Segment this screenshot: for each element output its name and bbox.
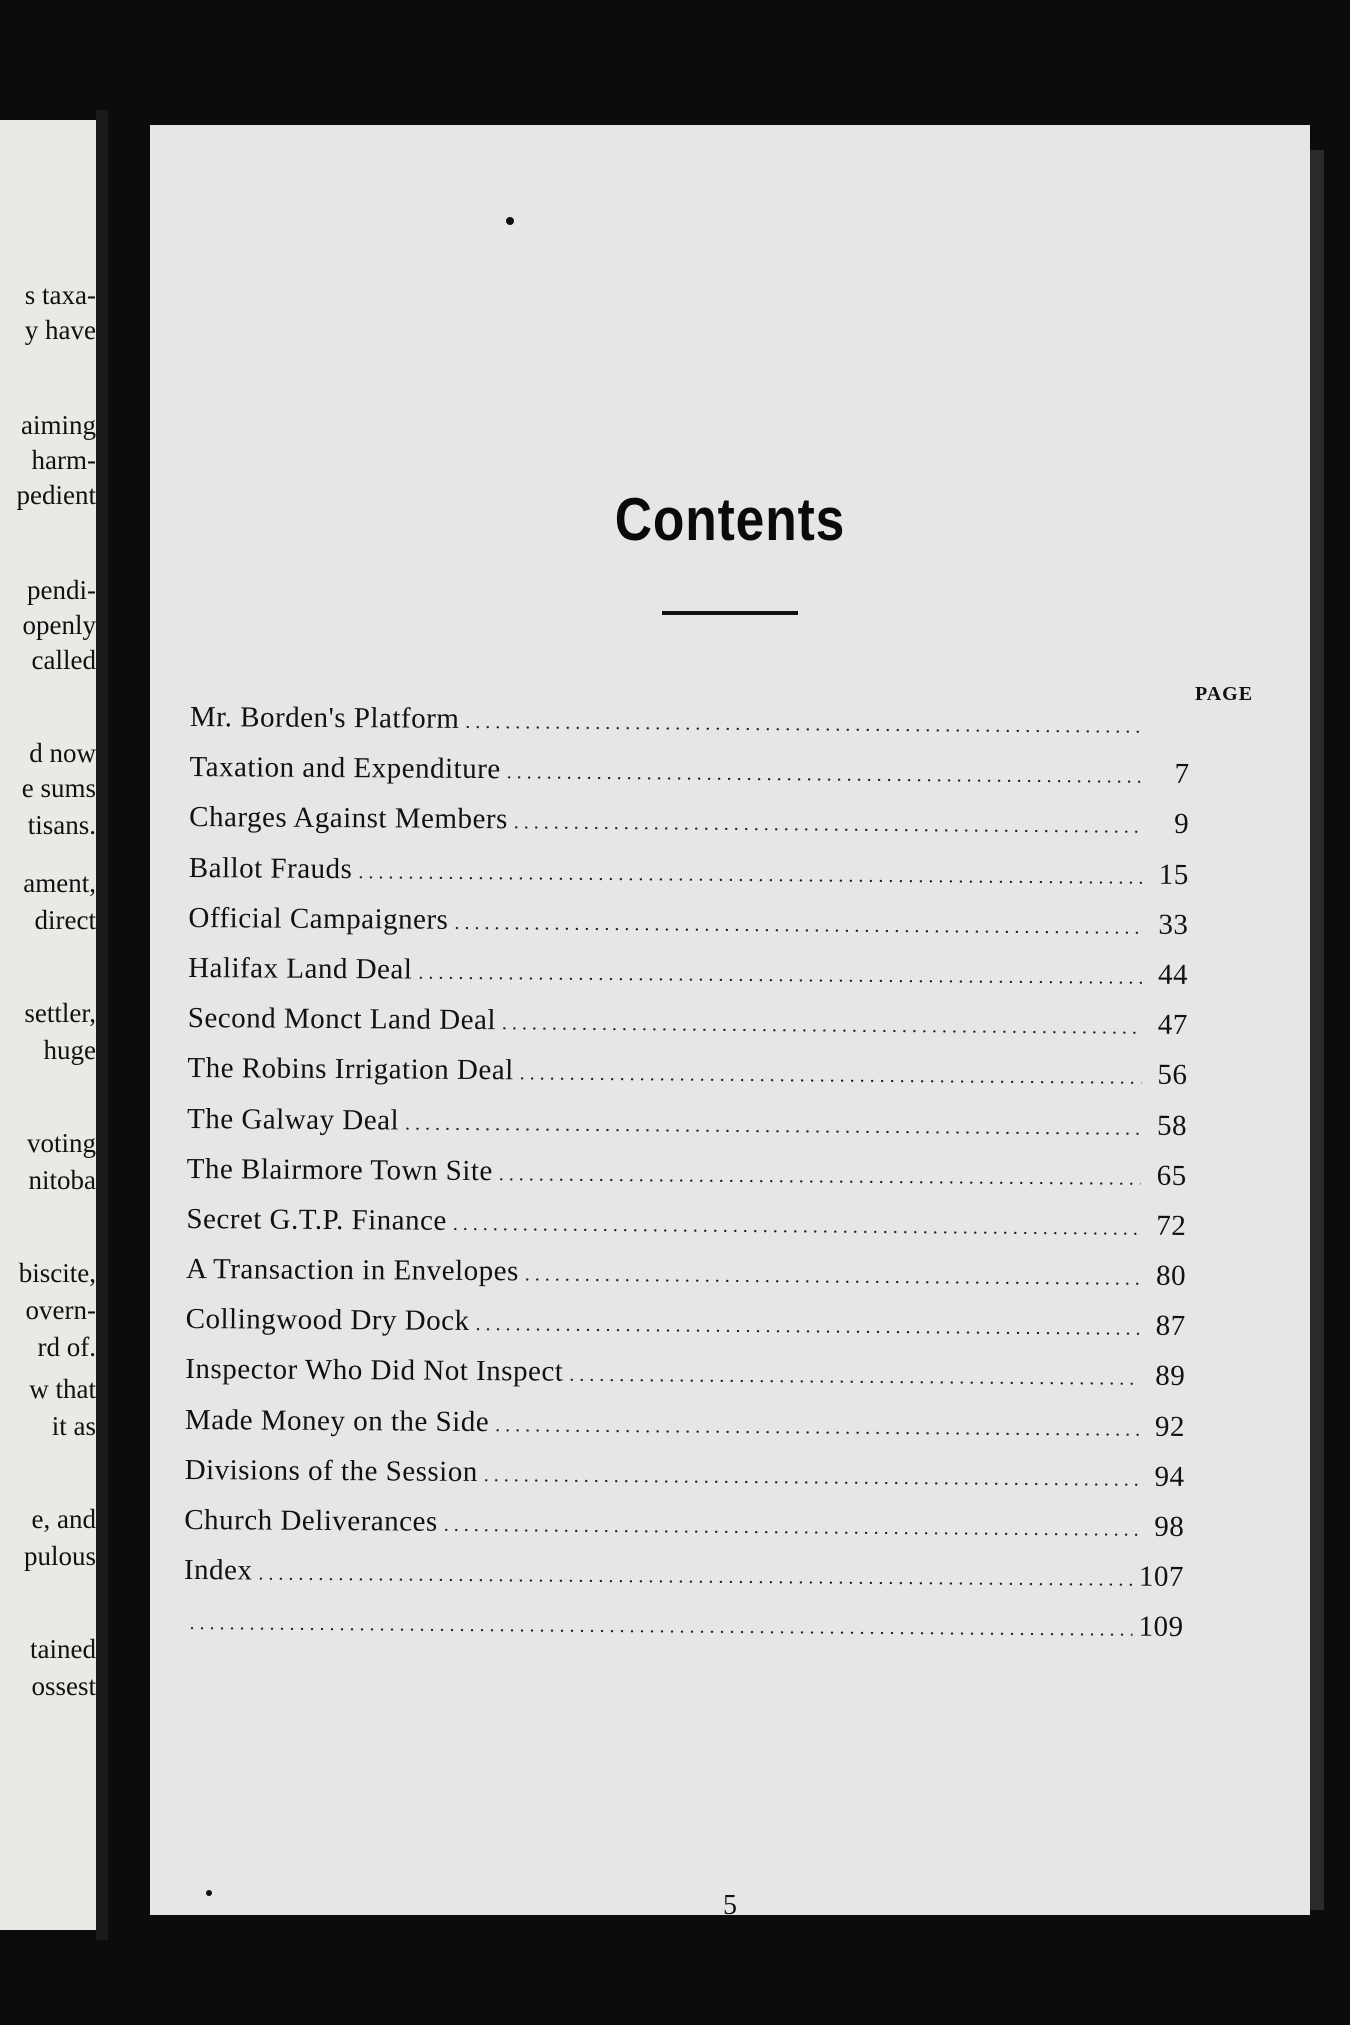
- left-text-line: harm-: [31, 445, 96, 475]
- toc-entry[interactable]: [189, 751, 1189, 808]
- toc-entry[interactable]: [184, 1554, 1184, 1611]
- left-text-line: tisans.: [27, 810, 96, 840]
- toc-entry-title: Collingwood Dry Dock: [185, 1303, 470, 1338]
- toc-entry-page: 98: [1154, 1510, 1185, 1543]
- toc-entry[interactable]: [183, 1604, 1183, 1661]
- left-text-line: voting: [26, 1128, 96, 1158]
- left-text-line: overn-: [25, 1295, 96, 1325]
- left-text-line: openly: [22, 610, 96, 640]
- toc-entry-title: Official Campaigners: [188, 901, 449, 936]
- left-text-line: d now: [29, 738, 96, 768]
- toc-leader-dots: [418, 962, 1142, 990]
- toc-leader-dots: [495, 1414, 1139, 1441]
- toc-entry-title: Taxation and Expenditure: [189, 751, 501, 786]
- toc-entry-page: 107: [1138, 1560, 1185, 1594]
- toc-entry-page: 109: [1138, 1611, 1184, 1644]
- toc-entry-page: 72: [1156, 1209, 1187, 1242]
- toc-entry-title: Secret G.T.P. Finance: [186, 1202, 447, 1237]
- left-text-line: y have: [24, 315, 96, 345]
- toc-leader-dots: [405, 1112, 1141, 1140]
- toc-entry[interactable]: [185, 1303, 1185, 1360]
- page-edge: [1310, 150, 1324, 1910]
- toc-entry[interactable]: [188, 1002, 1188, 1059]
- contents-page: [150, 125, 1310, 1921]
- toc-entry-title: The Galway Deal: [186, 1102, 400, 1136]
- toc-leader-dots: [444, 1514, 1139, 1542]
- toc-entry[interactable]: [189, 801, 1189, 858]
- toc-entry[interactable]: [184, 1504, 1184, 1561]
- toc-entry[interactable]: [185, 1404, 1185, 1461]
- toc-entry-page: 94: [1154, 1460, 1185, 1493]
- left-text-line: nitoba: [28, 1165, 96, 1195]
- toc-entry[interactable]: [186, 1203, 1186, 1260]
- toc-leader-dots: [520, 1063, 1142, 1090]
- toc-entry-title: Inspector Who Did Not Inspect: [185, 1353, 564, 1389]
- left-text-line: settler,: [24, 998, 96, 1028]
- toc-entry[interactable]: [184, 1454, 1184, 1511]
- toc-entry-title: Second Monct Land Deal: [187, 1002, 497, 1037]
- toc-entry[interactable]: [186, 1253, 1186, 1310]
- toc-entry[interactable]: [187, 1102, 1187, 1159]
- toc-entry-title: Ballot Frauds: [188, 851, 353, 885]
- toc-entry[interactable]: [188, 902, 1188, 959]
- toc-entry[interactable]: [187, 1052, 1187, 1109]
- toc-leader-dots: [507, 761, 1144, 788]
- toc-entry-title: The Robins Irrigation Deal: [187, 1052, 514, 1087]
- toc-entry[interactable]: [186, 1153, 1186, 1210]
- toc-entry-page: 47: [1157, 1008, 1188, 1042]
- left-text-line: pedient: [16, 480, 96, 510]
- left-text-line: ossest: [31, 1671, 96, 1701]
- toc-entry-title: Halifax Land Deal: [188, 951, 413, 986]
- left-text-line: w that: [29, 1374, 96, 1404]
- toc-entry-title: Index: [183, 1554, 253, 1587]
- title-rule: [662, 611, 798, 615]
- toc-leader-dots: [475, 1313, 1139, 1341]
- left-text-line: rd of.: [37, 1332, 96, 1362]
- ink-speck: [506, 217, 514, 225]
- left-text-line: e sums: [21, 773, 96, 803]
- toc-entry-page: 65: [1156, 1159, 1187, 1192]
- toc-entry[interactable]: [189, 852, 1189, 909]
- toc-leader-dots: [258, 1563, 1133, 1592]
- page-title: Contents: [614, 486, 846, 553]
- toc-entry-title: The Blairmore Town Site: [186, 1152, 493, 1187]
- toc-leader-dots: [465, 711, 1144, 739]
- toc-entry-title: Made Money on the Side: [184, 1403, 490, 1438]
- left-text-line: huge: [43, 1035, 96, 1065]
- toc-leader-dots: [454, 912, 1142, 940]
- left-text-line: direct: [34, 905, 96, 935]
- left-text-line: ament,: [23, 868, 96, 898]
- toc-leader-dots: [499, 1163, 1141, 1190]
- left-text-line: s taxa-: [24, 280, 96, 310]
- toc-entry-title: Mr. Borden's Platform: [189, 701, 460, 735]
- toc-leader-dots: [453, 1213, 1141, 1241]
- left-text-line: it as: [51, 1411, 96, 1441]
- left-page-fragment: [0, 120, 96, 1930]
- page-gutter: [96, 110, 108, 1940]
- toc-leader-dots: [502, 1012, 1142, 1039]
- toc-entry-title: Charges Against Members: [189, 801, 508, 836]
- toc-leader-dots: [189, 1612, 1132, 1642]
- toc-entry-page: 33: [1158, 908, 1189, 941]
- left-text-line: pendi-: [27, 575, 96, 605]
- left-text-line: aiming: [21, 410, 96, 440]
- toc-entry-page: 92: [1154, 1410, 1186, 1443]
- toc-entry[interactable]: [185, 1353, 1185, 1410]
- toc-entry-page: 9: [1174, 808, 1190, 841]
- left-text-line: called: [31, 645, 96, 675]
- toc-entry-title: Divisions of the Session: [184, 1453, 478, 1488]
- toc-entry-page: 80: [1155, 1259, 1187, 1293]
- toc-entry-title: A Transaction in Envelopes: [185, 1253, 519, 1288]
- toc-entry-page: 44: [1158, 958, 1189, 991]
- toc-entry-title: Church Deliverances: [184, 1503, 438, 1538]
- toc-entry-page: 58: [1156, 1109, 1188, 1142]
- toc-entry[interactable]: [188, 952, 1188, 1009]
- toc-leader-dots: [514, 812, 1143, 839]
- page-column-header: PAGE: [1195, 683, 1254, 705]
- toc-entry-page: 89: [1155, 1360, 1186, 1393]
- left-text-line: pulous: [23, 1541, 96, 1571]
- toc-entry-page: 56: [1157, 1059, 1188, 1092]
- left-text-line: e, and: [31, 1504, 96, 1534]
- toc-entry[interactable]: [190, 701, 1190, 758]
- toc-leader-dots: [484, 1464, 1139, 1492]
- left-text-line: tained: [30, 1634, 96, 1664]
- toc-entry-page: 7: [1174, 758, 1190, 791]
- page-number: 5: [723, 1890, 737, 1921]
- toc-leader-dots: [358, 861, 1143, 889]
- toc-entry-page: 87: [1155, 1310, 1186, 1343]
- table-of-contents: [183, 701, 1190, 1662]
- toc-leader-dots: [569, 1364, 1139, 1391]
- toc-leader-dots: [525, 1263, 1140, 1290]
- toc-entry-page: 15: [1158, 858, 1189, 891]
- left-text-line: biscite,: [18, 1258, 96, 1288]
